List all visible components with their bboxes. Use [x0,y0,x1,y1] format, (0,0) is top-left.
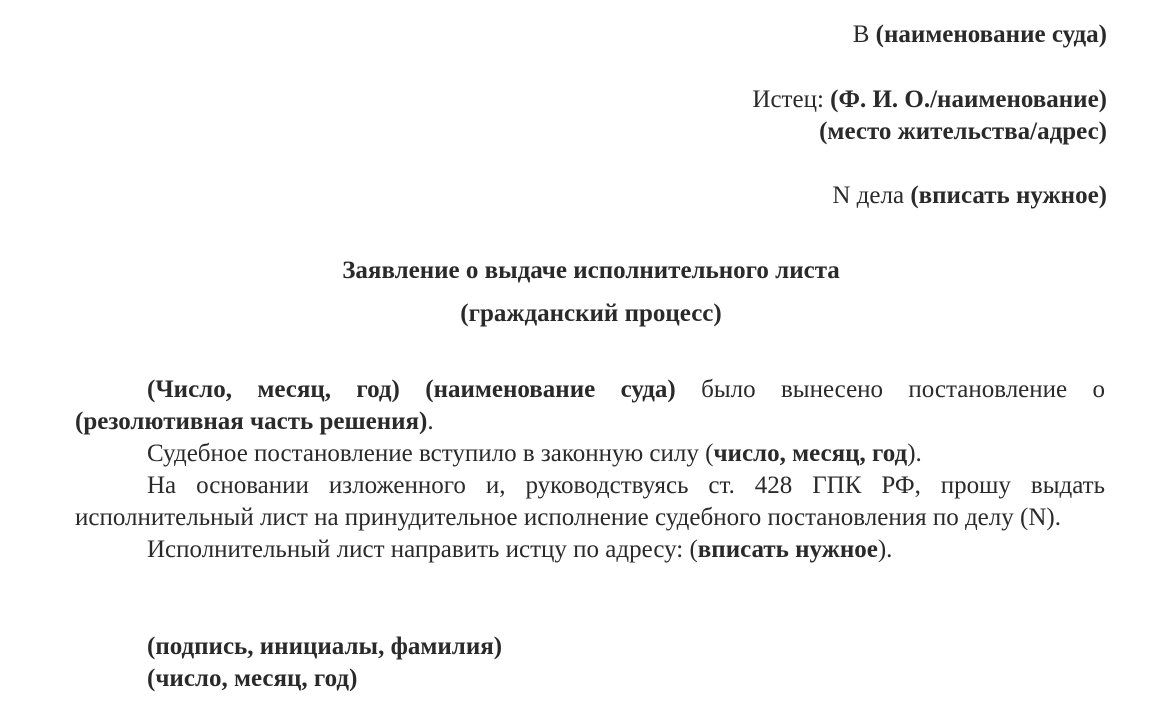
effective-close: ). [907,440,922,467]
document-subtitle: (гражданский процесс) [460,300,722,327]
paragraph-request [75,470,1105,534]
court-line [853,19,1107,51]
paragraph-send [75,534,1105,566]
send-close: ). [877,536,893,563]
effective-open: ( [705,440,714,467]
resolution-placeholder: (резолютивная часть решения) [75,408,428,435]
plaintiff-placeholder: (Ф. И. О./наименование) [830,86,1107,113]
case-number-placeholder: (N) [1020,504,1055,531]
court-prefix: В [852,21,870,48]
address-placeholder: (место жительства/адрес) [819,118,1107,145]
decision-text: было вынесено постановление о [701,376,1105,403]
request-end: . [1054,504,1061,531]
decision-court-placeholder: (наименование суда) [425,376,676,403]
send-address-placeholder: вписать нужное [697,536,878,563]
address-line [819,116,1107,148]
effective-date-placeholder: число, месяц, год [713,440,908,467]
plaintiff-line [752,84,1107,116]
signature-date-placeholder: (число, месяц, год) [147,665,358,692]
request-text: На основании изложенного и, руководствуясь ст. 428 ГПК РФ, прошу выдать исполнительный лист на принудительное исполнение судебного постановления по делу [75,472,1105,531]
case-number-line [832,180,1107,212]
paragraph-decision [75,374,1105,438]
decision-date-placeholder: (Число, месяц, год) [147,376,400,403]
decision-end: . [427,408,434,435]
plaintiff-prefix: Истец: [752,86,824,113]
effective-text: Судебное постановление вступило в законную силу [147,440,699,467]
signature-placeholder: (подпись, инициалы, фамилия) [147,633,503,660]
document-title: Заявление о выдаче исполнительного листа [342,257,840,284]
court-placeholder: (наименование суда) [875,21,1107,48]
send-open: ( [689,536,698,563]
paragraph-effective [75,438,1105,470]
document-body [75,374,1105,566]
send-text: Исполнительный лист направить истцу по адресу: [147,536,684,563]
case-prefix: N дела [832,182,905,209]
case-placeholder: (вписать нужное) [910,182,1107,209]
